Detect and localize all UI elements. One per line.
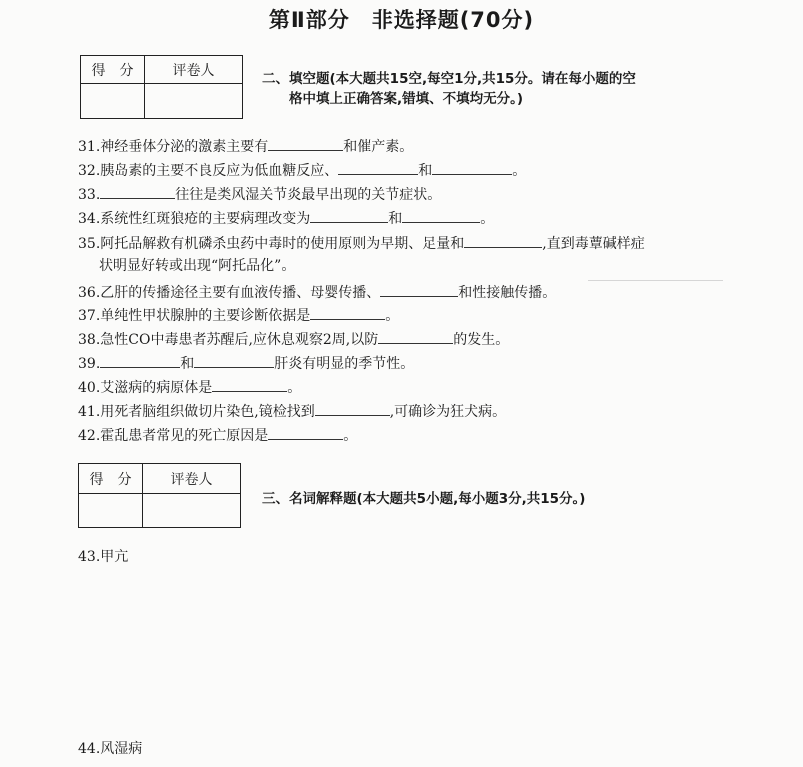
- answer-blank[interactable]: [464, 233, 542, 248]
- answer-blank[interactable]: [100, 353, 180, 368]
- answer-blank[interactable]: [310, 208, 388, 223]
- score-label: 得 分: [79, 464, 143, 494]
- section-2-heading: 二、填空题(本大题共15空,每空1分,共15分。请在每小题的空 格中填上正确答案,错填、不填均无分。): [262, 71, 636, 107]
- answer-blank[interactable]: [432, 160, 512, 175]
- answer-blank[interactable]: [194, 353, 274, 368]
- grader-cell[interactable]: [143, 494, 241, 528]
- term-44: 44.风湿病: [78, 741, 143, 757]
- term-43: 43.甲亢: [78, 549, 129, 565]
- question-40: 40.艾滋病的病原体是 。: [78, 377, 301, 397]
- question-35: 35.阿托品解救有机磷杀虫药中毒时的使用原则为早期、足量和 ,直到毒蕈碱样症: [78, 233, 645, 253]
- question-37: 37.单纯性甲状腺肿的主要诊断依据是 。: [78, 305, 399, 325]
- grader-cell[interactable]: [145, 84, 243, 119]
- question-36: 36.乙肝的传播途径主要有血液传播、母婴传播、 和性接触传播。: [78, 282, 556, 302]
- answer-blank[interactable]: [380, 282, 458, 297]
- question-33: 33. 往往是类风湿关节炎最早出现的关节症状。: [78, 184, 441, 204]
- page-title: 第Ⅱ部分 非选择题(70分): [268, 8, 535, 32]
- score-box-section-2: [80, 55, 243, 119]
- question-32: 32.胰岛素的主要不良反应为低血糖反应、 和 。: [78, 160, 526, 180]
- question-31: 31.神经垂体分泌的激素主要有 和催产素。: [78, 136, 413, 156]
- score-label: 得 分: [81, 56, 145, 84]
- grader-label: 评卷人: [143, 464, 241, 494]
- answer-blank[interactable]: [212, 377, 287, 392]
- answer-blank[interactable]: [268, 425, 343, 440]
- answer-blank[interactable]: [100, 184, 175, 199]
- answer-blank[interactable]: [315, 401, 390, 416]
- divider: [588, 280, 723, 281]
- question-41: 41.用死者脑组织做切片染色,镜检找到 ,可确诊为狂犬病。: [78, 401, 506, 421]
- question-38: 38.急性CO中毒患者苏醒后,应休息观察2周,以防 的发生。: [78, 329, 509, 349]
- question-39: 39. 和 肝炎有明显的季节性。: [78, 353, 414, 373]
- grader-label: 评卷人: [145, 56, 243, 84]
- answer-blank[interactable]: [310, 305, 385, 320]
- score-cell[interactable]: [79, 494, 143, 528]
- question-42: 42.霍乱患者常见的死亡原因是 。: [78, 425, 357, 445]
- answer-blank[interactable]: [338, 160, 418, 175]
- question-34: 34.系统性红斑狼疮的主要病理改变为 和 。: [78, 208, 494, 228]
- score-box-section-3: [78, 463, 241, 528]
- section-3-heading: 三、名词解释题(本大题共5小题,每小题3分,共15分。): [262, 491, 586, 507]
- question-35-continued: 状明显好转或出现“阿托品化”。: [99, 258, 296, 274]
- answer-blank[interactable]: [402, 208, 480, 223]
- answer-blank[interactable]: [268, 136, 343, 151]
- answer-blank[interactable]: [378, 329, 453, 344]
- score-cell[interactable]: [81, 84, 145, 119]
